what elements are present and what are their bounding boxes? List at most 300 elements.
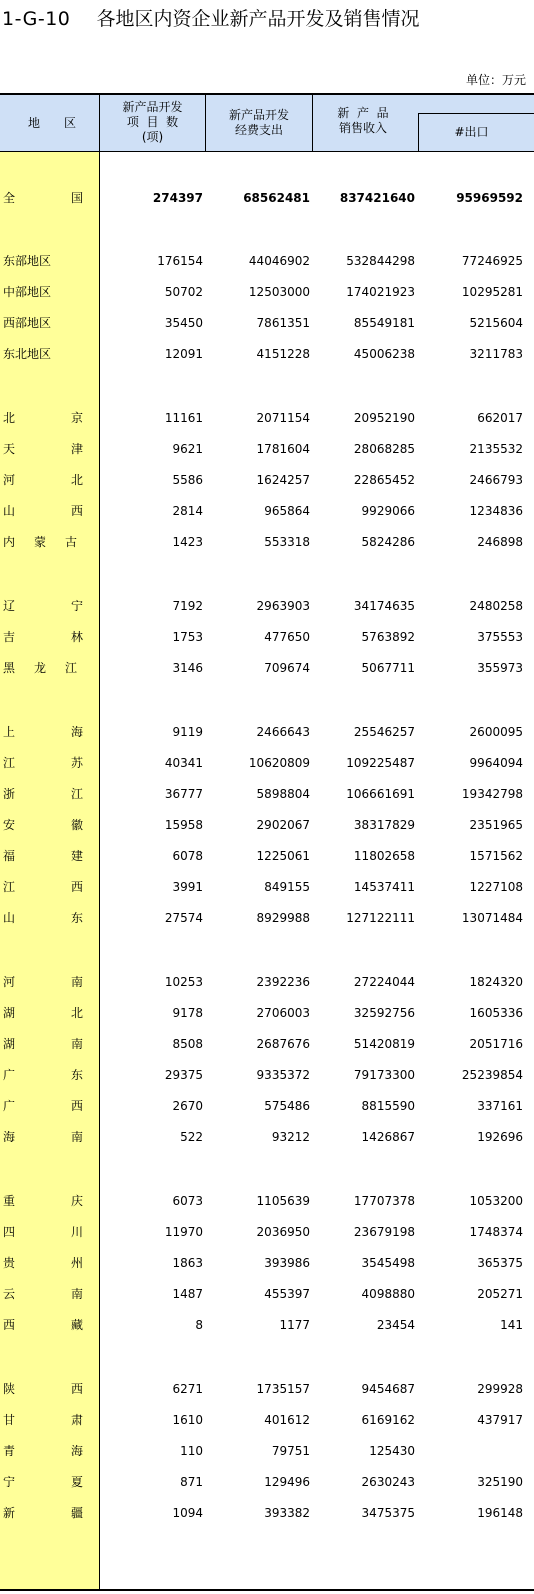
dev-expenditure-cell: 79751 [271,1444,310,1458]
header-sales-revenue [313,106,413,136]
dev-expenditure-cell: 5898804 [256,787,310,801]
export-cell: 1748374 [469,1225,523,1239]
export-cell: 1571562 [469,849,523,863]
region-name-part: 海 [70,1444,83,1458]
dev-expenditure-cell: 1105639 [256,1194,310,1208]
export-cell: 19342798 [461,787,523,801]
region-name-part: 东 [70,1068,83,1082]
table-row [0,784,534,804]
table-row [0,344,534,364]
export-cell: 299928 [477,1382,523,1396]
dev-expenditure-cell: 8929988 [256,911,310,925]
sales-revenue-cell: 23679198 [353,1225,415,1239]
project-count-cell: 29375 [164,1068,203,1082]
region-name-part: 南 [70,1037,83,1051]
project-count-cell: 2670 [172,1099,203,1113]
table-row [0,408,534,428]
table-row [0,1315,534,1335]
region-name-part: 广 [3,1099,16,1113]
region-name-part: 庆 [70,1194,83,1208]
dev-expenditure-cell: 1177 [279,1318,310,1332]
region-name [3,408,83,428]
project-count-cell: 12091 [164,347,203,361]
region-name-part: 青 [3,1444,16,1458]
export-cell: 192696 [477,1130,523,1144]
region-name [3,282,83,302]
header-line: 新 产 品 [337,106,389,120]
sales-revenue-cell: 837421640 [339,191,415,205]
region-name-part: 四 [3,1225,16,1239]
dev-expenditure-cell: 9335372 [256,1068,310,1082]
table-title: 各地区内资企业新产品开发及销售情况 [96,8,420,30]
project-count-cell: 3991 [172,880,203,894]
region-name-part: 云 [3,1287,16,1301]
export-cell: 1234836 [469,504,523,518]
region-name-part: 河 [3,473,16,487]
table-row [0,1191,534,1211]
region-name-part: 西 [70,880,83,894]
sales-revenue-cell: 3545498 [361,1256,415,1270]
project-count-cell: 9119 [172,725,203,739]
project-count-cell: 871 [180,1475,203,1489]
region-name [3,251,83,271]
project-count-cell: 6271 [172,1382,203,1396]
sales-revenue-cell: 22865452 [353,473,415,487]
export-cell: 5215604 [469,316,523,330]
sales-revenue-cell: 127122111 [346,911,415,925]
header-region-char: 地 [28,116,41,130]
region-name-part: 甘 [3,1413,16,1427]
export-cell: 2135532 [469,442,523,456]
region-name [3,1034,83,1054]
region-name-part: 天 [3,442,16,456]
project-count-cell: 1094 [172,1506,203,1520]
region-name [3,1127,83,1147]
sales-revenue-cell: 38317829 [353,818,415,832]
table-row [0,282,534,302]
project-count-cell: 35450 [164,316,203,330]
project-count-cell: 11970 [164,1225,203,1239]
table-row [0,188,534,208]
header-export: #出口 [454,125,489,139]
region-name-part: 贵 [3,1256,16,1270]
region-name-part: 林 [70,630,83,644]
region-name-part: 上 [3,725,16,739]
region-name [3,877,83,897]
export-cell: 77246925 [461,254,523,268]
dev-expenditure-cell: 12503000 [248,285,310,299]
dev-expenditure-cell: 393986 [264,1256,310,1270]
project-count-cell: 1753 [172,630,203,644]
project-count-cell: 2814 [172,504,203,518]
project-count-cell: 9621 [172,442,203,456]
region-name-part: 山 [3,911,16,925]
region-name-part: 川 [70,1225,83,1239]
region-name-part: 北 [70,473,83,487]
region-name-part: 龙 [33,661,46,675]
project-count-cell: 1863 [172,1256,203,1270]
export-cell: 196148 [477,1506,523,1520]
dev-expenditure-cell: 4151228 [256,347,310,361]
region-name [3,908,83,928]
header-dev-expenditure [206,108,312,138]
table-row [0,532,534,552]
sales-revenue-cell: 109225487 [346,756,415,770]
sales-revenue-cell: 27224044 [353,975,415,989]
region-name-part: 全 [3,191,16,205]
table-row [0,908,534,928]
region-name [3,1315,83,1335]
project-count-cell: 1423 [172,535,203,549]
export-cell: 337161 [477,1099,523,1113]
project-count-cell: 176154 [157,254,203,268]
dev-expenditure-cell: 2466643 [256,725,310,739]
dev-expenditure-cell: 1225061 [256,849,310,863]
dev-expenditure-cell: 1624257 [256,473,310,487]
region-name-part: 西 [70,1382,83,1396]
region-name [3,972,83,992]
table-row [0,1284,534,1304]
header-line: (项) [141,130,164,144]
region-name-part: 津 [70,442,83,456]
export-cell: 1605336 [469,1006,523,1020]
dev-expenditure-cell: 68562481 [243,191,310,205]
dev-expenditure-cell: 44046902 [248,254,310,268]
export-cell: 1053200 [469,1194,523,1208]
project-count-cell: 1487 [172,1287,203,1301]
region-name-part: 西 [70,1099,83,1113]
table-row [0,470,534,490]
region-name [3,1222,83,1242]
export-cell: 10295281 [461,285,523,299]
region-name [3,658,77,678]
table-row [0,658,534,678]
region-name-part: 重 [3,1194,16,1208]
region-name-part: 宁 [3,1475,16,1489]
dev-expenditure-cell: 849155 [264,880,310,894]
table-row [0,627,534,647]
dev-expenditure-cell: 2392236 [256,975,310,989]
region-name-part: 海 [70,725,83,739]
region-name [3,501,83,521]
region-name-part: 中部地区 [3,285,52,299]
project-count-cell: 50702 [164,285,203,299]
region-name [3,784,83,804]
region-name [3,344,83,364]
region-name-part: 福 [3,849,16,863]
project-count-cell: 274397 [152,191,203,205]
region-name [3,313,83,333]
sales-revenue-cell: 14537411 [353,880,415,894]
region-name-part: 南 [70,1287,83,1301]
sales-revenue-cell: 106661691 [346,787,415,801]
region-name [3,1253,83,1273]
table-row [0,1253,534,1273]
table-row [0,1065,534,1085]
export-cell: 2480258 [469,599,523,613]
table-row [0,877,534,897]
sales-revenue-cell: 5824286 [361,535,415,549]
project-count-cell: 15958 [164,818,203,832]
region-name [3,188,83,208]
dev-expenditure-cell: 2902067 [256,818,310,832]
sales-revenue-cell: 51420819 [353,1037,415,1051]
export-cell: 1227108 [469,880,523,894]
table-row [0,1127,534,1147]
table-row [0,815,534,835]
dev-expenditure-cell: 477650 [264,630,310,644]
project-count-cell: 522 [180,1130,203,1144]
region-name [3,1379,83,1399]
table-row [0,251,534,271]
region-name [3,815,83,835]
region-name-part: 吉 [3,630,16,644]
region-name [3,596,83,616]
table-row [0,1410,534,1430]
region-name-part: 内 [3,535,16,549]
table-row [0,596,534,616]
project-count-cell: 8 [195,1318,203,1332]
region-name-part: 蒙 [33,535,46,549]
sales-revenue-cell: 8815590 [361,1099,415,1113]
region-name-part: 海 [3,1130,16,1144]
region-name-part: 江 [70,787,83,801]
dev-expenditure-cell: 10620809 [248,756,310,770]
region-name [3,1003,83,1023]
table-row [0,1472,534,1492]
export-cell: 2466793 [469,473,523,487]
dev-expenditure-cell: 2687676 [256,1037,310,1051]
region-name-part: 南 [70,975,83,989]
dev-expenditure-cell: 2071154 [256,411,310,425]
sales-revenue-cell: 25546257 [353,725,415,739]
region-name [3,1096,83,1116]
region-name-part: 东 [70,911,83,925]
region-name-part: 安 [3,818,16,832]
region-name-part: 浙 [3,787,16,801]
sales-revenue-cell: 11802658 [353,849,415,863]
sales-revenue-cell: 4098880 [361,1287,415,1301]
dev-expenditure-cell: 2963903 [256,599,310,613]
region-name-part: 疆 [70,1506,83,1520]
table-code: 1-G-10 [2,8,71,30]
dev-expenditure-cell: 553318 [264,535,310,549]
sales-revenue-cell: 20952190 [353,411,415,425]
dev-expenditure-cell: 1735157 [256,1382,310,1396]
region-name-part: 江 [64,661,77,675]
sales-revenue-cell: 85549181 [353,316,415,330]
export-cell: 437917 [477,1413,523,1427]
dev-expenditure-cell: 455397 [264,1287,310,1301]
export-cell: 325190 [477,1475,523,1489]
dev-expenditure-cell: 709674 [264,661,310,675]
table-row [0,1379,534,1399]
export-cell: 25239854 [461,1068,523,1082]
project-count-cell: 10253 [164,975,203,989]
dev-expenditure-cell: 965864 [264,504,310,518]
region-name-part: 河 [3,975,16,989]
sales-revenue-cell: 2630243 [361,1475,415,1489]
table-row [0,846,534,866]
export-subheader-rule [418,113,534,114]
table-row [0,1034,534,1054]
table-top-rule [0,93,534,95]
header-project-count [100,100,205,145]
region-name [3,1284,83,1304]
header-line: 新产品开发 [122,100,183,114]
sales-revenue-cell: 28068285 [353,442,415,456]
export-cell: 3211783 [469,347,523,361]
table-row [0,722,534,742]
sales-revenue-cell: 6169162 [361,1413,415,1427]
region-name-part: 南 [70,1130,83,1144]
region-name [3,1191,83,1211]
page-title [2,6,419,32]
region-name-part: 西 [3,1318,16,1332]
project-count-cell: 9178 [172,1006,203,1020]
region-name-part: 藏 [70,1318,83,1332]
region-name [3,470,83,490]
export-cell: 2600095 [469,725,523,739]
export-cell: 141 [500,1318,523,1332]
table-bottom-rule [0,1589,534,1591]
project-count-cell: 6073 [172,1194,203,1208]
project-count-cell: 1610 [172,1413,203,1427]
region-name-part: 新 [3,1506,16,1520]
region-name [3,532,77,552]
region-name-part: 北 [3,411,16,425]
region-name-part: 肃 [70,1413,83,1427]
unit-label: 单位：万元 [465,73,526,87]
region-name-part: 山 [3,504,16,518]
project-count-cell: 40341 [164,756,203,770]
region-name-part: 京 [70,411,83,425]
table-row [0,501,534,521]
sales-revenue-cell: 125430 [369,1444,415,1458]
sales-revenue-cell: 9454687 [361,1382,415,1396]
table-row [0,1096,534,1116]
project-count-cell: 3146 [172,661,203,675]
sales-revenue-cell: 17707378 [353,1194,415,1208]
table-row [0,1503,534,1523]
region-name-part: 古 [64,535,77,549]
region-name-part: 东北地区 [3,347,52,361]
table-row [0,1003,534,1023]
header-line: 经费支出 [234,123,283,137]
dev-expenditure-cell: 129496 [264,1475,310,1489]
export-cell: 2351965 [469,818,523,832]
region-name-part: 西 [70,504,83,518]
dev-expenditure-cell: 1781604 [256,442,310,456]
region-name [3,753,83,773]
export-cell: 205271 [477,1287,523,1301]
sales-revenue-cell: 34174635 [353,599,415,613]
export-cell: 2051716 [469,1037,523,1051]
region-name-part: 广 [3,1068,16,1082]
header-region-char: 区 [64,116,77,130]
project-count-cell: 6078 [172,849,203,863]
dev-expenditure-cell: 401612 [264,1413,310,1427]
region-name-part: 东部地区 [3,254,52,268]
project-count-cell: 11161 [164,411,203,425]
dev-expenditure-cell: 2706003 [256,1006,310,1020]
export-cell: 375553 [477,630,523,644]
region-name-part: 国 [70,191,83,205]
region-name-part: 江 [3,880,16,894]
region-name [3,1472,83,1492]
table-row [0,313,534,333]
table-row [0,1222,534,1242]
region-name [3,722,83,742]
region-name-part: 陕 [3,1382,16,1396]
region-column-background [0,152,99,1589]
header-line: 销售收入 [338,121,387,135]
sales-revenue-cell: 1426867 [361,1130,415,1144]
region-name-part: 黑 [3,661,16,675]
region-name-part: 徽 [70,818,83,832]
table-row [0,1441,534,1461]
dev-expenditure-cell: 2036950 [256,1225,310,1239]
project-count-cell: 27574 [164,911,203,925]
project-count-cell: 7192 [172,599,203,613]
region-name [3,1065,83,1085]
sales-revenue-cell: 3475375 [361,1506,415,1520]
project-count-cell: 8508 [172,1037,203,1051]
region-name-part: 湖 [3,1006,16,1020]
region-name-part: 州 [70,1256,83,1270]
dev-expenditure-cell: 575486 [264,1099,310,1113]
dev-expenditure-cell: 93212 [271,1130,310,1144]
dev-expenditure-cell: 7861351 [256,316,310,330]
region-name [3,846,83,866]
region-name [3,1503,83,1523]
header-line: 项 目 数 [126,115,179,129]
export-cell: 365375 [477,1256,523,1270]
sales-revenue-cell: 174021923 [346,285,415,299]
region-name [3,439,83,459]
region-name-part: 北 [70,1006,83,1020]
sales-revenue-cell: 532844298 [346,254,415,268]
header-bottom-rule [0,151,534,152]
export-cell: 1824320 [469,975,523,989]
project-count-cell: 36777 [164,787,203,801]
region-name-part: 建 [70,849,83,863]
sales-revenue-cell: 5763892 [361,630,415,644]
header-line: 新产品开发 [228,108,289,122]
sales-revenue-cell: 23454 [376,1318,415,1332]
region-name [3,1410,83,1430]
sales-revenue-cell: 32592756 [353,1006,415,1020]
region-name-part: 苏 [70,756,83,770]
region-name-part: 辽 [3,599,16,613]
dev-expenditure-cell: 393382 [264,1506,310,1520]
table-row [0,439,534,459]
sales-revenue-cell: 5067711 [361,661,415,675]
export-cell: 9964094 [469,756,523,770]
region-name [3,627,83,647]
export-cell: 13071484 [461,911,523,925]
region-name-part: 宁 [70,599,83,613]
table-row [0,972,534,992]
export-cell: 246898 [477,535,523,549]
table-row [0,753,534,773]
region-name-part: 西部地区 [3,316,52,330]
sales-revenue-cell: 9929066 [361,504,415,518]
project-count-cell: 5586 [172,473,203,487]
sales-revenue-cell: 79173300 [353,1068,415,1082]
project-count-cell: 110 [180,1444,203,1458]
export-cell: 95969592 [456,191,523,205]
